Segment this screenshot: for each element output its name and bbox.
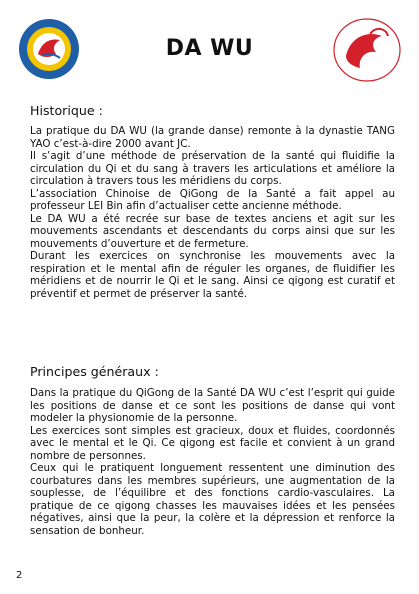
paragraph: Les exercices sont simples est gracieux, doux et fluides, coordonnés avec le mental et le Qi. Ce qigong est facile et convient à un grand nombre de personnes. — [30, 424, 395, 462]
paragraph: La pratique du DA WU (la grande danse) remonte à la dynastie TANG YAO c’est-à-dire 2000 avant JC. — [30, 125, 395, 150]
section-body-principes — [30, 387, 395, 537]
paragraph: Durant les exercices on synchronise les mouvements avec la respiration et le mental afin de réguler les organes, de fluidifier les méridiens et de nourrir le Qi et le sang. Ainsi ce qigong est curatif et préventif et permet de préserver la santé. — [30, 250, 395, 300]
paragraph: Le DA WU a été recrée sur base de textes anciens et agit sur les mouvements ascendants et descendants du corps ainsi que sur les mouvements d’ouverture et de fermeture. — [30, 212, 395, 250]
page-title: DA WU — [165, 36, 254, 61]
paragraph: L’association Chinoise de QiGong de la Santé a fait appel au professeur LEI Bin afin d’actualiser cette ancienne méthode. — [30, 187, 395, 212]
section-heading-principes: Principes généraux : — [30, 364, 159, 379]
association-qigong-sante-logo-icon — [330, 16, 404, 84]
paragraph: Dans la pratique du QiGong de la Santé DA WU c’est l’esprit qui guide les positions de danse et ce sont les positions de danse qui vont modeler la physionomie de la personne. — [30, 387, 395, 424]
paragraph: Ceux qui le pratiquent longuement ressentent une diminution des courbatures dans les membres supérieurs, une augmentation de la souplesse, de l’équilibre et des fonctions cardio-vasculaires. La pratique de ce qigong chasses les mauvaises idées et les pensées négatives, ainsi que la peur, la colère et la dépression et renforce la sensation de bonheur. — [30, 462, 395, 537]
section-body-historique — [30, 125, 395, 300]
section-heading-historique: Historique : — [30, 103, 103, 118]
paragraph: Il s’agit d’une méthode de préservation de la santé qui fluidifie la circulation du Qi et du sang à travers les articulations et améliore la circulation à travers tous les méridiens du corps. — [30, 150, 395, 187]
page-number: 2 — [16, 570, 23, 581]
